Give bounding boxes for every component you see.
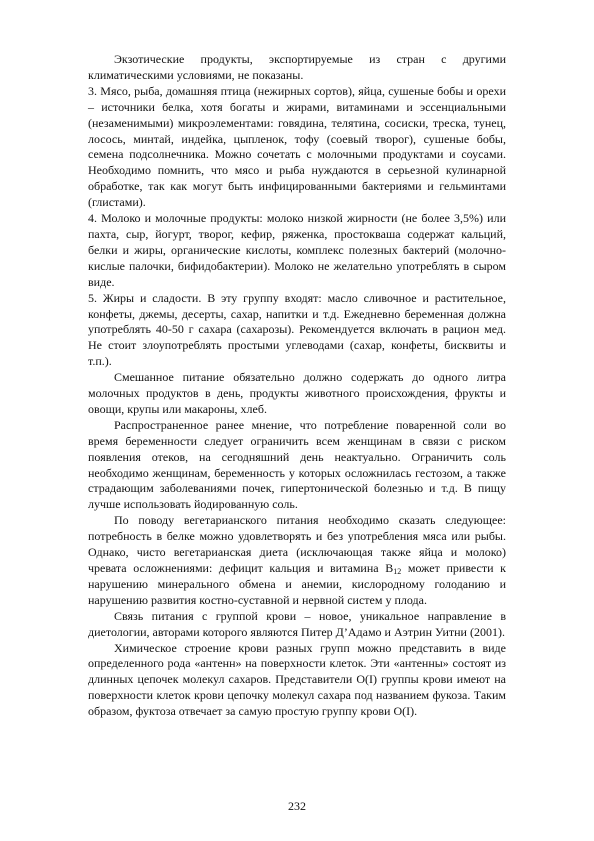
paragraph-item-3-meat-fish: 3. Мясо, рыба, домашняя птица (нежирных сортов), яйца, сушеные бобы и орехи – источники белка, хотя богаты и жирами, витаминами и эссенциальными (незаменимыми) микроэлементами: говядина, телятина, сосиски, треска, тунец, лосось, минтай, индейка, цыпленок, тофу (соевый творог), сушеные бобы, семена подсолнечника. Можно сочетать с молочными продуктами и соусами. Необходимо помнить, что мясо и рыба нуждаются в серьезной кулинарной обработке, так как могут быть инфицированными бактериями и гельминтами (глистами). (88, 83, 506, 210)
paragraph-vegetarian (88, 513, 506, 608)
paragraph-blood-chemistry: Химическое строение крови разных групп можно представить в виде определенного рода «антенн» на поверхности клеток. Эти «антенны» состоят из длинных цепочек молекул сахаров. Представители О(I) группы крови имеют на поверхности клеток крови цепочку молекул сахара под названием фукоза. Таким образом, фуктоза отвечает за самую простую группу крови О(I). (88, 640, 506, 719)
paragraph-item-4-dairy: 4. Молоко и молочные продукты: молоко низкой жирности (не более 3,5%) или пахта, сыр, йогурт, творог, кефир, ряженка, простокваша содержат кальций, белки и жиры, органические кислоты, комплекс полезных бактерий (молочно-кислые палочки, бифидобактерии). Молоко не желательно употреблять в сыром виде. (88, 211, 506, 289)
page-body (88, 52, 506, 720)
vegetarian-text-before: По поводу вегетарианского питания необходимо сказать следующее: потребность в белке можно удовлетворять и без употребления мяса или рыбы. Однако, чисто вегетарианская диета (исключающая также яйца и молоко) чревата осложнениями: дефицит кальция и витамина В (88, 513, 506, 575)
page-number: 232 (288, 799, 306, 813)
paragraph-salt: Распространенное ранее мнение, что потребление поваренной соли во время беременности следует ограничить всем женщинам в связи с риском появления отеков, на сегодняшний день неактуально. Ограничить соль необходимо женщинам, беременность у которых осложнилась гестозом, а также страдающим заболеваниями почек, гипертонической болезнью и т.д. В пищу лучше использовать йодированную соль. (88, 417, 506, 512)
vegetarian-text-after: может привести к нарушению минерального обмена и анемии, кислородному голоданию и нарушению развития костно-суставной и нервной систем у плода. (88, 561, 506, 607)
paragraph-item-5-fats-sweets: 5. Жиры и сладости. В эту группу входят: масло сливочное и растительное, конфеты, джемы, десерты, сахар, напитки и т.д. Ежедневно беременная должна употреблять 40-50 г сахара (сахарозы). Рекомендуется включать в рацион мед. Не стоит злоупотреблять простыми углеводами (сахар, конфеты, бисквиты и т.п.). (88, 290, 506, 369)
paragraph-blood-type-diet: Связь питания с группой крови – новое, уникальное направление в диетологии, авторами которого являются Питер Д’Адамо и Аэтрин Уитни (2001). (88, 608, 506, 639)
paragraph-mixed-diet: Смешанное питание обязательно должно содержать до одного литра молочных продуктов в день, продукты животного происхождения, фрукты и овощи, крупы или макароны, хлеб. (88, 370, 506, 416)
paragraph-exotic-products: Экзотические продукты, экспортируемые из стран с другими климатическими условиями, не показаны. (88, 52, 506, 82)
vitamin-subscript: 12 (393, 567, 402, 576)
